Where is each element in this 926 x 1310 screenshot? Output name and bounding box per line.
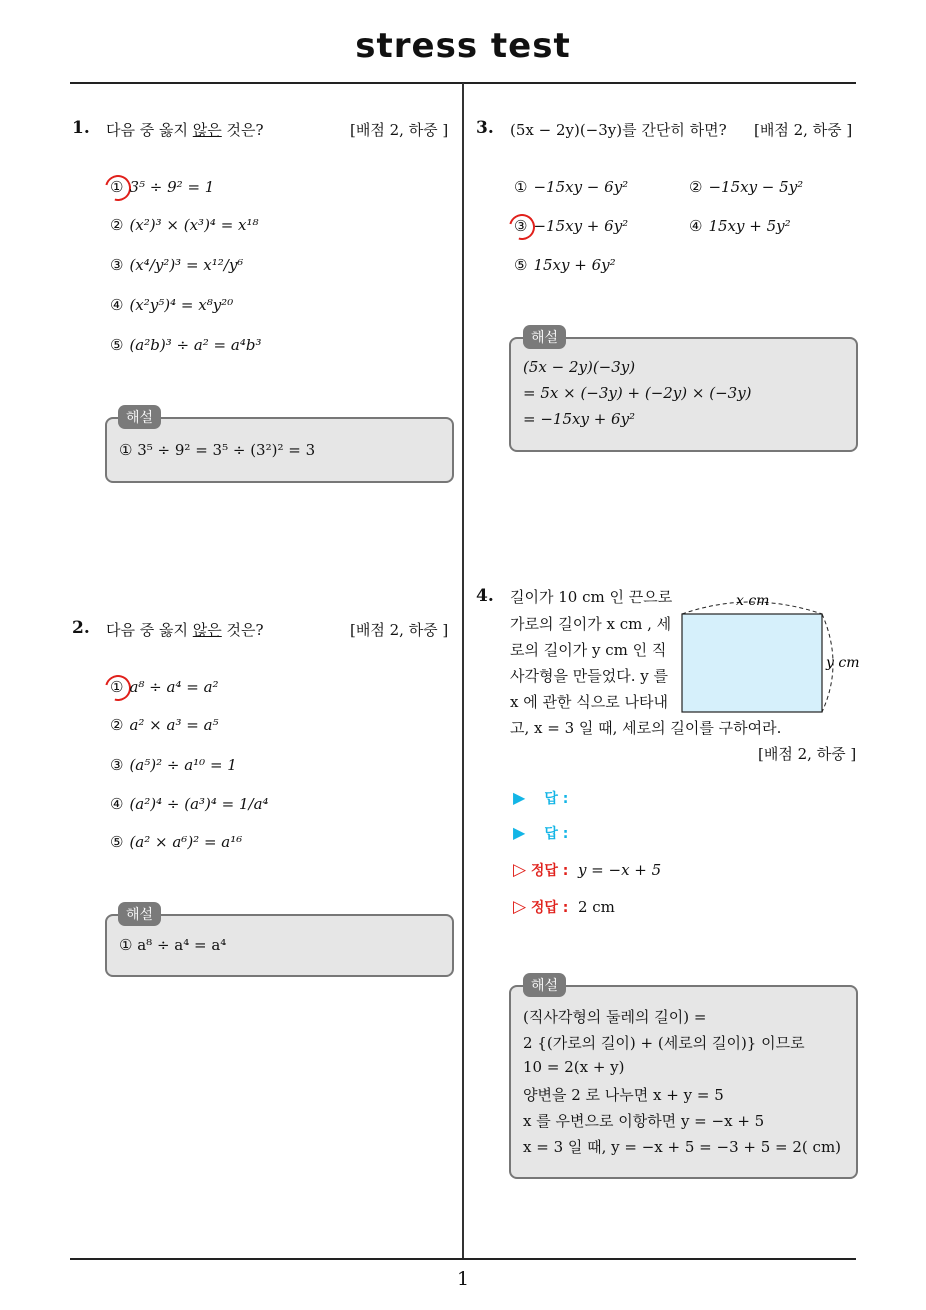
option-text: −15xy + 6y² <box>533 217 629 235</box>
play-arrow-icon: ▶ <box>513 788 526 807</box>
question-number: 1. <box>72 118 90 138</box>
prompt-text: 것은? <box>221 121 264 139</box>
option-number: ④ <box>110 296 124 314</box>
explanation-line: 10 = 2(x + y) <box>523 1058 625 1076</box>
correct-answer-2 <box>513 897 615 917</box>
explanation-line: x = 3 일 때, y = −x + 5 = −3 + 5 = 2( cm) <box>523 1138 842 1156</box>
option-text: 15xy + 6y² <box>533 256 616 274</box>
explanation-label: 해설 <box>523 973 566 997</box>
question-prompt-line: 가로의 길이가 x cm , 세 <box>510 615 672 633</box>
option-text: a⁸ ÷ a⁴ = a² <box>129 678 219 696</box>
footer-rule <box>70 1258 856 1260</box>
answer-blank-1[interactable] <box>513 788 568 808</box>
explanation-line: 양변을 2 로 나누면 x + y = 5 <box>523 1086 724 1104</box>
explanation-line: = 5x × (−3y) + (−2y) × (−3y) <box>523 384 752 402</box>
score-label: [배점 2, 하중 ] <box>754 121 853 139</box>
option-text: (a²b)³ ÷ a² = a⁴b³ <box>129 336 262 354</box>
option-number: ④ <box>110 795 124 813</box>
answer-blank-2[interactable] <box>513 823 568 843</box>
question-prompt <box>106 619 264 640</box>
explanation-line: (직사각형의 둘레의 길이) = <box>523 1008 707 1026</box>
explanation-line: x 를 우변으로 이항하면 y = −x + 5 <box>523 1112 765 1130</box>
option-5[interactable] <box>514 256 616 274</box>
score-label: [배점 2, 하중 ] <box>350 621 449 639</box>
prompt-text: 다음 중 옳지 <box>106 121 193 139</box>
option-2[interactable] <box>689 178 803 196</box>
correct-answer-label: 정답 : <box>530 900 569 916</box>
correct-answer-label: 정답 : <box>530 863 569 879</box>
prompt-text: 것은? <box>221 621 264 639</box>
option-text: 15xy + 5y² <box>708 217 791 235</box>
explanation-line: (5x − 2y)(−3y) <box>523 358 636 376</box>
correct-answer-value: 2 cm <box>577 898 615 916</box>
prompt-underline: 않은 <box>192 121 222 139</box>
play-arrow-icon: ▶ <box>513 823 526 842</box>
explanation-line: 2 {(가로의 길이) + (세로의 길이)} 이므로 <box>523 1034 805 1052</box>
width-label: x cm <box>736 593 770 609</box>
explanation-line: ① a⁸ ÷ a⁴ = a⁴ <box>119 936 227 954</box>
option-1[interactable] <box>110 678 219 696</box>
option-text: a² × a³ = a⁵ <box>129 716 219 734</box>
option-3[interactable] <box>110 756 237 774</box>
option-2[interactable] <box>110 216 259 234</box>
question-prompt <box>106 119 264 140</box>
explanation-box <box>509 985 858 1179</box>
prompt-underline: 않은 <box>192 621 222 639</box>
question-prompt: (5x − 2y)(−3y)를 간단히 하면? <box>510 121 727 139</box>
option-text: (a² × a⁶)² = a¹⁶ <box>129 833 243 851</box>
option-number: ③ <box>514 217 528 235</box>
explanation-line: = −15xy + 6y² <box>523 410 636 428</box>
option-1[interactable] <box>110 178 214 196</box>
score-label: [배점 2, 하중 ] <box>350 121 449 139</box>
option-text: −15xy − 5y² <box>708 178 804 196</box>
rectangle-figure <box>676 590 866 720</box>
option-text: (x²y⁵)⁴ = x⁸y²⁰ <box>129 296 234 314</box>
option-5[interactable] <box>110 336 261 354</box>
correct-answer-value: y = −x + 5 <box>577 861 662 879</box>
option-1[interactable] <box>514 178 628 196</box>
option-number: ② <box>689 178 703 196</box>
option-text: (a²)⁴ ÷ (a³)⁴ = 1/a⁴ <box>129 795 269 813</box>
option-4[interactable] <box>110 795 269 813</box>
answer-prompt: 답 : <box>544 826 569 842</box>
score-label: [배점 2, 하중 ] <box>758 745 857 763</box>
option-text: (x⁴/y²)³ = x¹²/y⁶ <box>129 256 244 274</box>
option-3[interactable] <box>514 217 628 235</box>
correct-answer-1 <box>513 860 661 880</box>
outline-arrow-icon: ▷ <box>513 897 527 917</box>
question-number: 3. <box>476 118 494 138</box>
option-number: ⑤ <box>110 336 124 354</box>
answer-prompt: 답 : <box>544 791 569 807</box>
option-text: (x²)³ × (x³)⁴ = x¹⁸ <box>129 216 259 234</box>
option-number: ⑤ <box>514 256 528 274</box>
explanation-box <box>509 337 858 452</box>
question-number: 2. <box>72 618 90 638</box>
option-number: ① <box>110 678 124 696</box>
page-number: 1 <box>456 1268 470 1290</box>
option-number: ① <box>110 178 124 196</box>
option-5[interactable] <box>110 833 242 851</box>
option-4[interactable] <box>689 217 791 235</box>
option-number: ② <box>110 216 124 234</box>
column-divider <box>462 83 464 1259</box>
option-2[interactable] <box>110 716 219 734</box>
explanation-label: 해설 <box>118 405 161 429</box>
explanation-label: 해설 <box>523 325 566 349</box>
option-text: 3⁵ ÷ 9² = 1 <box>129 178 215 196</box>
question-prompt-line: 사각형을 만들었다. y 를 <box>510 667 668 685</box>
explanation-label: 해설 <box>118 902 161 926</box>
prompt-text: 다음 중 옳지 <box>106 621 193 639</box>
rectangle-shape <box>682 614 822 712</box>
option-text: (a⁵)² ÷ a¹⁰ = 1 <box>129 756 237 774</box>
question-prompt-line: 고, x = 3 일 때, 세로의 길이를 구하여라. <box>510 719 782 737</box>
option-number: ⑤ <box>110 833 124 851</box>
height-label: y cm <box>826 655 860 671</box>
outline-arrow-icon: ▷ <box>513 860 527 880</box>
question-prompt-line: 길이가 10 cm 인 끈으로 <box>510 588 673 606</box>
option-number: ① <box>514 178 528 196</box>
option-4[interactable] <box>110 296 233 314</box>
option-text: −15xy − 6y² <box>533 178 629 196</box>
option-number: ③ <box>110 756 124 774</box>
page-title: stress test <box>355 26 571 66</box>
question-number: 4. <box>476 586 494 606</box>
question-prompt-line: 로의 길이가 y cm 인 직 <box>510 641 667 659</box>
option-number: ④ <box>689 217 703 235</box>
explanation-line: ① 3⁵ ÷ 9² = 3⁵ ÷ (3²)² = 3 <box>119 441 316 459</box>
option-number: ③ <box>110 256 124 274</box>
option-number: ② <box>110 716 124 734</box>
question-prompt-line: x 에 관한 식으로 나타내 <box>510 693 668 711</box>
option-3[interactable] <box>110 256 243 274</box>
